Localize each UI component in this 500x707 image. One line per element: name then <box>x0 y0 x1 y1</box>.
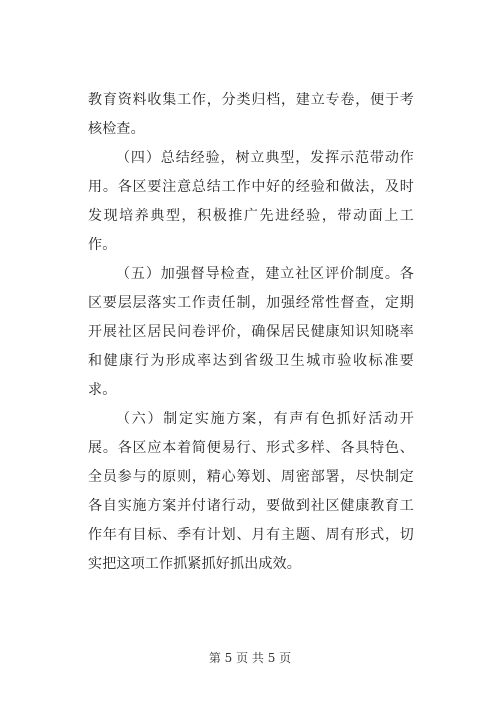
paragraph-section-6: （六）制定实施方案，有声有色抓好活动开展。各区应本着简便易行、形式多样、各具特色、全员参与的原则，精心筹划、周密部署，尽快制定各自实施方案并付诸行动，要做到社区健康教育工作年有目标、季有计划、月有主题、周有形式，切实把这项工作抓紧抓好抓出成效。 <box>88 411 414 572</box>
document-body <box>88 86 414 579</box>
paragraph-continuation: 教育资料收集工作，分类归档，建立专卷，便于考核检查。 <box>88 92 414 137</box>
paragraph-section-4: （四）总结经验，树立典型，发挥示范带动作用。各区要注意总结工作中好的经验和做法，及时发现培养典型，积极推广先进经验，带动面上工作。 <box>88 150 414 253</box>
paragraph-section-5: （五）加强督导检查，建立社区评价制度。各区要层层落实工作责任制，加强经常性督查，定期开展社区居民问卷评价，确保居民健康知识知晓率和健康行为形成率达到省级卫生城市验收标准要求。 <box>88 266 414 398</box>
page-number-footer: 第 5 页 共 5 页 <box>208 651 292 665</box>
